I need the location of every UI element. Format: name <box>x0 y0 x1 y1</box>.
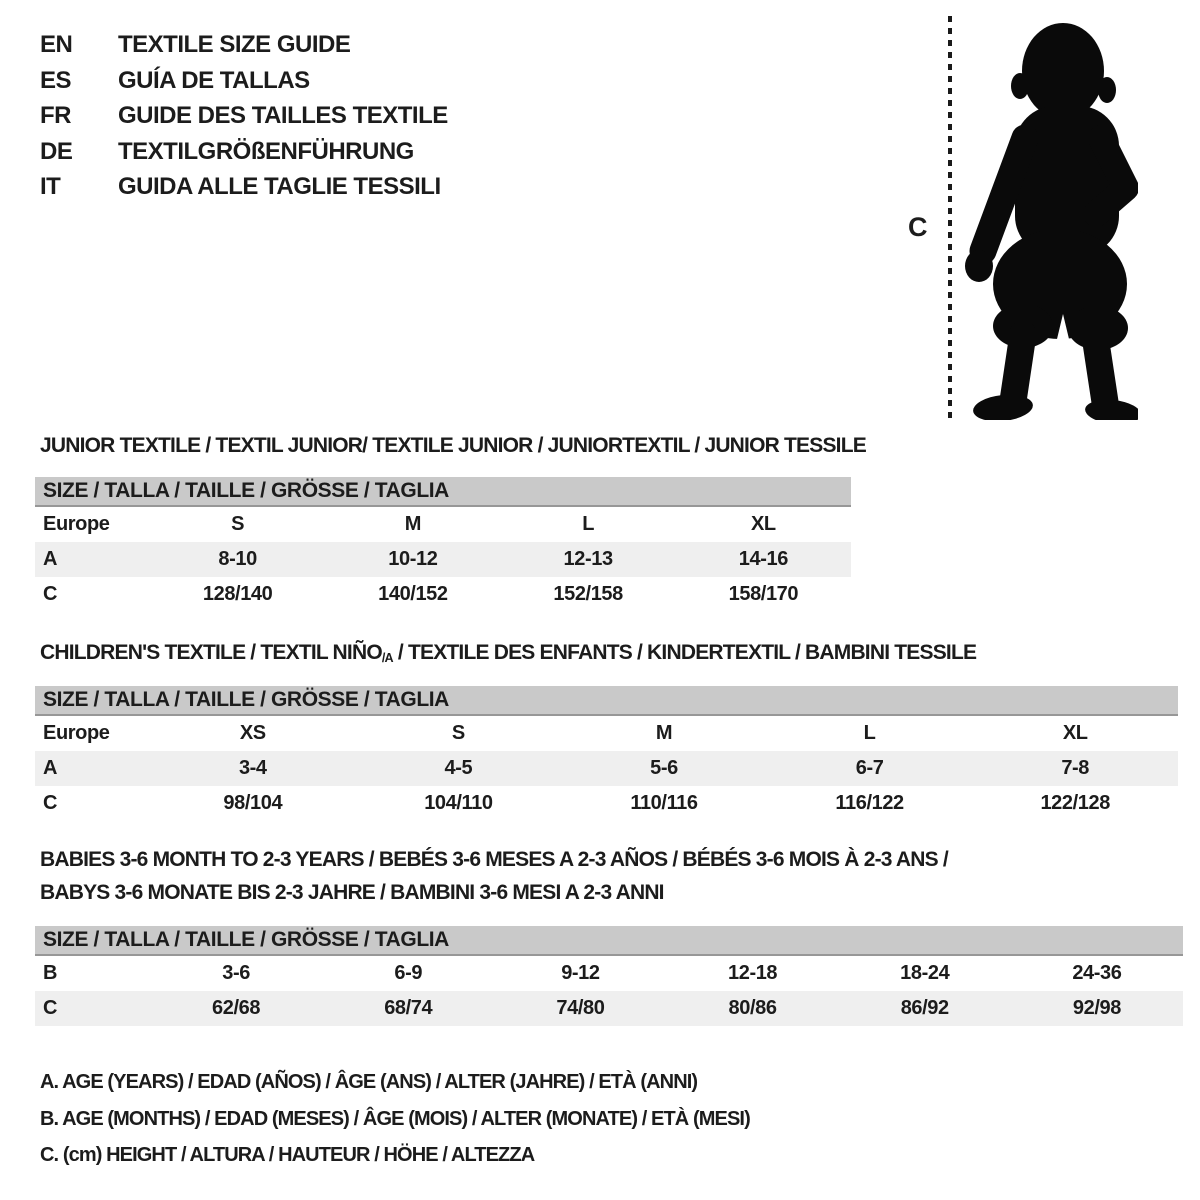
table-cell: 158/170 <box>728 583 799 605</box>
babies-title-line2: BABYS 3-6 MONATE BIS 2-3 JAHRE / BAMBINI 3-6 MESI A 2-3 ANNI <box>40 881 664 904</box>
language-code: FR <box>40 102 71 129</box>
table-cell: S <box>231 513 245 535</box>
row-label: A <box>43 548 58 570</box>
table-cell: 92/98 <box>1072 997 1121 1019</box>
language-title-list <box>40 27 448 205</box>
table-cell: S <box>451 722 465 744</box>
table-cell: 8-10 <box>218 548 257 570</box>
table-cell: 104/110 <box>424 792 493 814</box>
table-row-age <box>35 751 1178 786</box>
table-cell: XS <box>239 722 266 744</box>
measurement-legend <box>40 1064 750 1174</box>
table-cell: 68/74 <box>384 997 433 1019</box>
table-cell: L <box>863 722 876 744</box>
table-cell: 7-8 <box>1061 757 1090 779</box>
children-title-subscript: /A <box>381 651 393 666</box>
guide-title-en: TEXTILE SIZE GUIDE <box>118 31 351 58</box>
babies-size-table <box>35 926 1183 1026</box>
table-cell: 24-36 <box>1072 962 1122 984</box>
table-cell: 98/104 <box>223 792 283 814</box>
language-code: DE <box>40 137 73 165</box>
size-table-header: SIZE / TALLA / TAILLE / GRÖSSE / TAGLIA <box>35 926 1183 956</box>
row-label: Europe <box>43 722 110 744</box>
table-cell: 122/128 <box>1040 792 1110 814</box>
table-cell: M <box>655 722 673 744</box>
table-cell: 12-18 <box>728 962 778 984</box>
height-measure-label: C <box>908 212 928 242</box>
table-cell: 12-13 <box>563 548 613 570</box>
size-table-header: SIZE / TALLA / TAILLE / GRÖSSE / TAGLIA <box>35 686 1178 716</box>
toddler-silhouette-icon <box>963 16 1138 420</box>
table-cell: 116/122 <box>835 792 904 814</box>
language-code: ES <box>40 66 72 94</box>
table-row-age <box>35 542 851 577</box>
junior-section-title: JUNIOR TEXTILE / TEXTIL JUNIOR/ TEXTILE JUNIOR / JUNIORTEXTIL / JUNIOR TESSILE <box>40 434 866 457</box>
table-cell: 74/80 <box>556 997 605 1019</box>
legend-line-c: C. (cm) HEIGHT / ALTURA / HAUTEUR / HÖHE / ALTEZZA <box>40 1144 535 1166</box>
children-title-pre: CHILDREN'S TEXTILE / TEXTIL NIÑO <box>40 641 382 664</box>
table-row-europe <box>35 716 1178 751</box>
table-cell: 14-16 <box>738 548 788 570</box>
children-section-title <box>40 641 976 665</box>
table-cell: XL <box>1062 722 1088 744</box>
guide-title-es: GUÍA DE TALLAS <box>118 66 310 94</box>
language-code: IT <box>40 173 61 200</box>
table-cell: 6-9 <box>394 962 423 984</box>
table-cell: 5-6 <box>650 757 678 779</box>
table-row-height <box>35 577 851 612</box>
children-title-post: / TEXTILE DES ENFANTS / KINDERTEXTIL / BAMBINI TESSILE <box>392 641 977 664</box>
table-row-height <box>35 786 1178 821</box>
row-label: Europe <box>43 513 110 535</box>
table-cell: 140/152 <box>378 583 448 605</box>
table-cell: 18-24 <box>900 962 950 984</box>
row-label: B <box>43 962 58 984</box>
table-cell: 62/68 <box>212 997 261 1019</box>
language-code: EN <box>40 31 73 58</box>
table-row-height <box>35 991 1183 1026</box>
table-row-europe <box>35 507 851 542</box>
table-cell: 6-7 <box>855 757 884 779</box>
table-cell: XL <box>750 513 776 535</box>
babies-title-line1: BABIES 3-6 MONTH TO 2-3 YEARS / BEBÉS 3-6 MESES A 2-3 AÑOS / BÉBÉS 3-6 MOIS À 2-3 ANS / <box>40 848 948 871</box>
legend-line-b: B. AGE (MONTHS) / EDAD (MESES) / ÂGE (MOIS) / ALTER (MONATE) / ETÀ (MESI) <box>40 1107 750 1130</box>
guide-title-fr: GUIDE DES TAILLES TEXTILE <box>118 102 448 129</box>
table-cell: 4-5 <box>444 757 473 779</box>
table-cell: 3-6 <box>222 962 250 984</box>
guide-title-it: GUIDA ALLE TAGLIE TESSILI <box>118 173 441 200</box>
height-measure-dashed-line <box>948 16 952 420</box>
legend-line-a: A. AGE (YEARS) / EDAD (AÑOS) / ÂGE (ANS) / ALTER (JAHRE) / ETÀ (ANNI) <box>40 1071 698 1093</box>
babies-section-title <box>40 843 948 909</box>
row-label: C <box>43 792 58 814</box>
table-cell: 80/86 <box>728 997 777 1019</box>
table-cell: 9-12 <box>561 962 600 984</box>
table-cell: 152/158 <box>553 583 623 605</box>
row-label: C <box>43 583 58 605</box>
table-cell: 128/140 <box>202 583 273 605</box>
guide-title-de: TEXTILGRÖßENFÜHRUNG <box>118 137 414 165</box>
table-cell: 110/116 <box>630 792 698 814</box>
table-cell: 86/92 <box>900 997 949 1019</box>
table-cell: L <box>582 513 595 535</box>
junior-size-table <box>35 477 851 612</box>
table-row-age-months <box>35 956 1183 991</box>
children-size-table <box>35 686 1178 821</box>
table-cell: 10-12 <box>388 548 438 570</box>
table-cell: M <box>404 513 421 535</box>
size-table-header: SIZE / TALLA / TAILLE / GRÖSSE / TAGLIA <box>35 477 851 507</box>
row-label: A <box>43 757 58 779</box>
table-cell: 3-4 <box>238 757 267 779</box>
row-label: C <box>43 997 58 1019</box>
